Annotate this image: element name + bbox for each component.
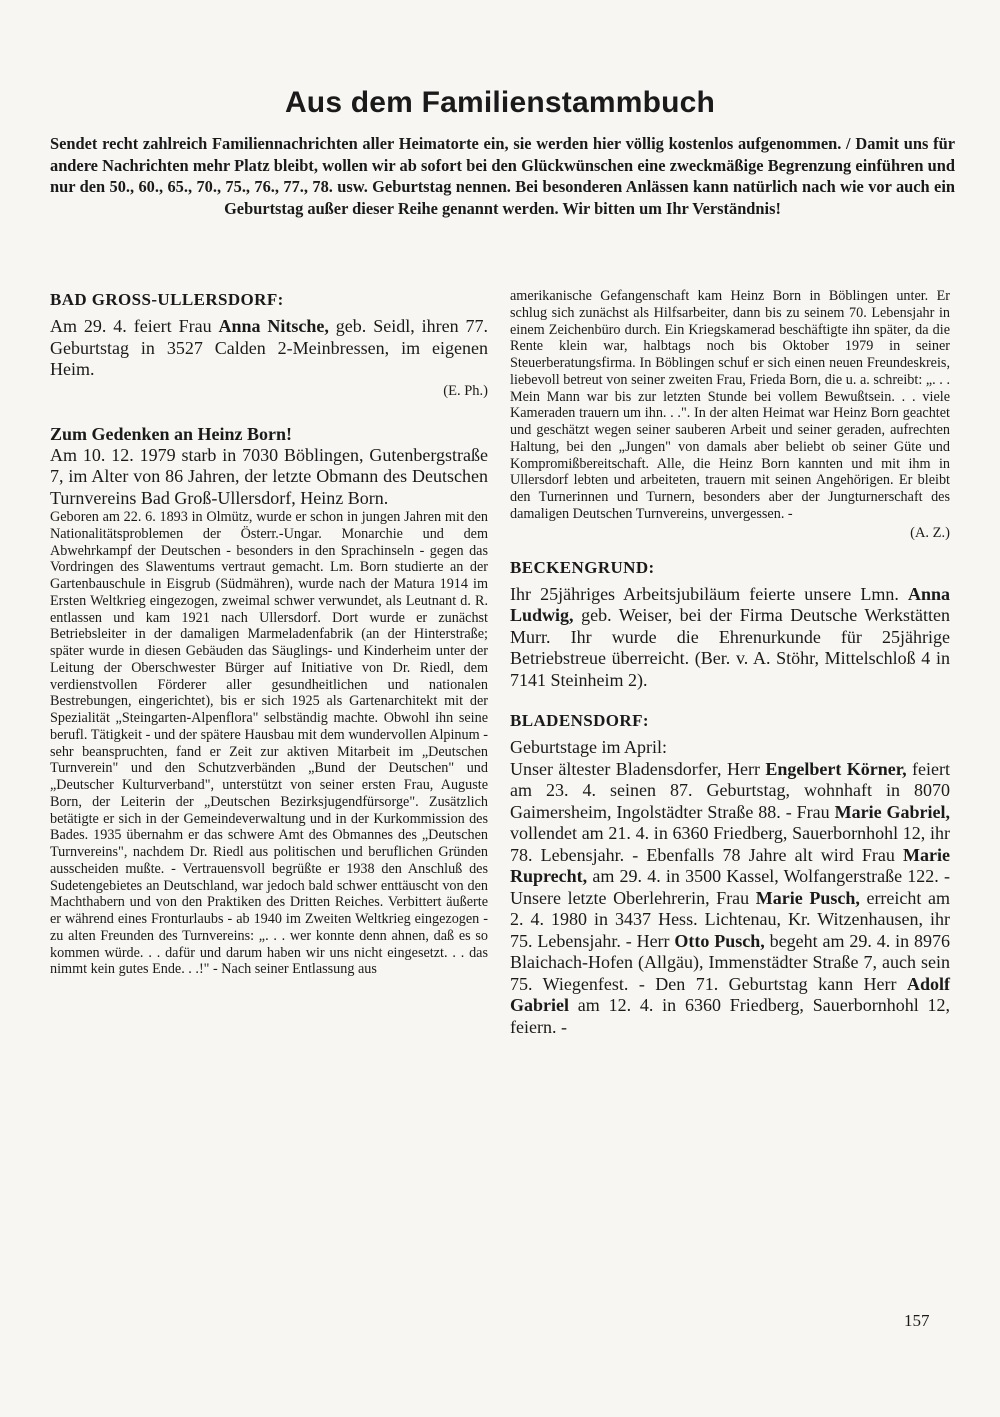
section-subheading: Geburtstage im April: [510, 737, 667, 757]
author-initials: (E. Ph.) [443, 382, 488, 399]
obituary-heading: Zum Gedenken an Heinz Born! [50, 423, 293, 444]
anniversary-notice [510, 584, 950, 692]
right-column [510, 288, 950, 1038]
person-name: Otto Pusch, [674, 930, 765, 951]
notice-text: vollendet am 21. 4. in 6360 Friedberg, Sauerbornhohl 12, ihr 78. Lebensjahr. - Ebenfalls 78 Jahre alt wird Frau [510, 823, 950, 865]
person-name: Anna Ludwig, [510, 583, 950, 625]
section-beckengrund [510, 558, 950, 692]
notice-text: Ihr 25jähriges Arbeitsjubiläum feierte unsere Lmn. [510, 583, 908, 604]
birthday-list [510, 759, 950, 1039]
notice-text: begeht am 29. 4. in 8976 Blaichach-Hofen (Allgäu), Immenstädter Straße 7, auch sein 75. Wiegenfest. - Den 71. Geburtstag kann Herr [510, 930, 950, 994]
person-name: Marie Ruprecht, [510, 844, 950, 886]
person-name: Adolf Gabriel [510, 973, 950, 1015]
obituary-lead: Am 10. 12. 1979 starb in 7030 Böblingen, Gutenbergstraße 7, im Alter von 86 Jahren, der letzte Obmann des Deutschen Turnvereins Bad Groß-Ullersdorf, Heinz Born. [50, 444, 488, 508]
notice-text: geb. Seidl, ihren 77. Geburtstag in 3527 Calden 2-Meinbressen, im eigenen Heim. [50, 316, 488, 379]
section-heading: BLADENSDORF: [510, 711, 649, 730]
person-name: Marie Gabriel, [834, 801, 950, 822]
section-obituary-heinz-born [50, 424, 488, 979]
section-bladensdorf [510, 711, 950, 1038]
page-title: Aus dem Familienstammbuch [284, 86, 716, 119]
notice-text: Am 29. 4. feiert Frau [50, 316, 219, 336]
left-column [50, 290, 488, 978]
author-initials: (A. Z.) [910, 524, 950, 541]
section-bad-gross-ullersdorf [50, 290, 488, 400]
notice-text: am 29. 4. in 3500 Kassel, Wolfangerstraße 122. - Unsere letzte Oberlehrerin, Frau [510, 866, 950, 908]
obituary-continuation: amerikanische Gefangenschaft kam Heinz Born in Böblingen unter. Er schlug sich zunächst als Hilfsarbeiter, dann bis zu seinem 70. Lebensjahr in einem Zeichenbüro durch. Ein Kriegskamerad beschäftigte ihn später, da die Rente klein war, halbtags noch bis Oktober 1979 in seiner Steuerberatungsfirma. In Böblingen schuf er sich einen neuen Freundeskreis, liebevoll betreut von seiner zweiten Frau, Frieda Born, die u. a. schreibt: „. . . Mein Mann war bis zur letzten Stunde bei vollem Bewußtsein. . . viele Kameraden trauern um ihn. . .". In der alten Heimat war Heinz Born geachtet und geschätzt wegen seiner sauberen Arbeit und seiner geraden, aufrechten Haltung, bei den „Jungen" von damals aber beliebt ob seiner Güte und Kompromißbereitschaft. Alle, die Heinz Born kannten und mit ihm in Ullersdorf lebten und arbeiteten, trauern mit seinen Angehörigen. Er bleibt den Turnerinnen und Turnern, besonders aber der Jungturnerschaft des damaligen Deutschen Turnvereins, unvergessen. - [510, 288, 950, 522]
obituary-body: Geboren am 22. 6. 1893 in Olmütz, wurde er schon in jungen Jahren mit den Nationalitätsproblemen der Österr.-Ungar. Monarchie und dem Abwehrkampf der Deutschen - besonders in den Sprachinseln - gegen das Vordringen des Slawentums vertraut gemacht. Lm. Born studierte an der Gartenbauschule in Eisgrub (Südmähren), wurde nach der Matura 1914 im Ersten Weltkrieg eingezogen, zweimal schwer verwundet, als Leutnant d. R. entlassen und kam 1921 nach Ullersdorf. Dort wurde er zunächst Betriebsleiter in der damaligen Marmeladenfabrik (an der Hinterstraße; später wurde in diesen Gebäuden das Säuglings- und Kinderheim unter der Leitung der Oberschwester Bürger auf Initiative von Dr. Riedl, dem verdienstvollen Förderer aller gesundheitlichen und nationalen Bestrebungen, eingerichtet), bis er sich 1925 als Gartenarchitekt mit der Spezialität „Steingarten-Alpenflora" selbständig machte. Obwohl ihn seine berufl. Tätigkeit - und der spätere Hausbau mit dem wundervollen Alpinum - sehr beanspruchten, fand er Zeit zur aktiven Mitarbeit im „Deutschen Turnverein" und den Schutzverbänden „Bund der Deutschen" und „Deutscher Kulturverband", unterstützt von seiner ersten Frau, Auguste Born, der Leiterin der „Deutschen Bezirksjugendfürsorge". Zusätzlich betätigte er sich in der Gemeindeverwaltung und in der Kurkommission des Bades. 1935 übernahm er das schwere Amt des Obmannes des „Deutschen Turnvereins", nachdem Dr. Riedl aus politischen und beruflichen Gründen ausscheiden mußte. - Vertrauensvoll begrüßte er 1938 den Anschluß des Sudetengebietes an Deutschland, war jedoch bald schwer enttäuscht von den Machthabern und von den Praktiken des Dritten Reiches. Verbittert äußerte er während eines Fronturlaubs - ab 1940 im Zweiten Weltkrieg eingezogen - zu alten Freunden des Turnvereins: „. . . wer konnte denn ahnen, daß es so kommen würde. . . dafür und darum haben wir uns nicht eingesetzt. . . das nimmt kein gutes Ende. . .!" - Nach seiner Entlassung aus [50, 509, 488, 978]
section-heading: BAD GROSS-ULLERSDORF: [50, 290, 284, 309]
person-name: Engelbert Körner, [765, 758, 907, 779]
notice-text: am 12. 4. in 6360 Friedberg, Sauerbornhohl 12, feiern. - [510, 995, 950, 1037]
notice-text: erreicht am 2. 4. 1980 in 3437 Hess. Lichtenau, Kr. Witzenhausen, ihr 75. Lebensjahr. - Herr [510, 887, 950, 951]
intro-notice: Sendet recht zahlreich Familiennachrichten aller Heimatorte ein, sie werden hier völlig kostenlos aufgenommen. / Damit uns für andere Nachrichten mehr Platz bleibt, wollen wir ab sofort bei den Glückwünschen eine zweckmäßige Begrenzung einführen und nur den 50., 60., 65., 70., 75., 76., 77., 78. usw. Geburtstag nennen. Bei besonderen Anlässen kann natürlich nach wie vor auch ein Geburtstag außer dieser Reihe genannt werden. Wir bitten um Ihr Verständnis! [50, 134, 955, 218]
notice-text: Unser ältester Bladensdorfer, Herr [510, 758, 766, 779]
person-name: Anna Nitsche, [218, 316, 329, 336]
notice-text: geb. Weiser, bei der Firma Deutsche Werkstätten Murr. Ihr wurde die Ehrenurkunde für 25jährige Betriebstreue überreicht. (Ber. v. A. Stöhr, Mittelschloß 4 in 7141 Steinheim 2). [510, 605, 950, 690]
notice-text: feiert am 23. 4. seinen 87. Geburtstag, wohnhaft in 8070 Gaimersheim, Ingolstädter Straße 88. - Frau [510, 758, 950, 822]
person-name: Marie Pusch, [755, 887, 860, 908]
section-heading: BECKENGRUND: [510, 557, 655, 577]
page-number: 157 [904, 1311, 930, 1330]
birthday-notice [50, 316, 488, 381]
